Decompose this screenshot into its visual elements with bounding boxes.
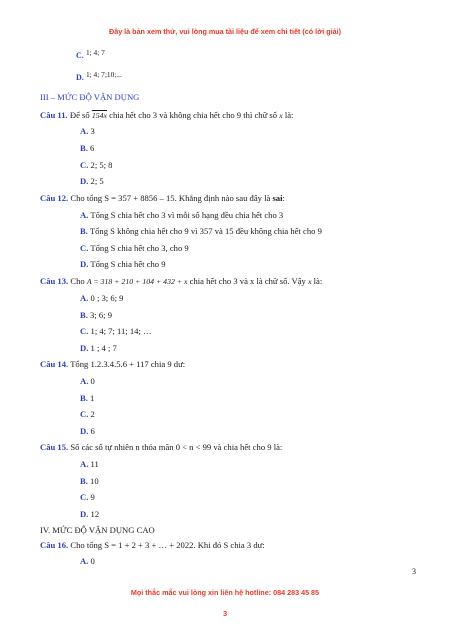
option-b <box>80 310 112 321</box>
option-b <box>80 393 94 404</box>
option-letter: A. <box>80 210 89 220</box>
question-text-bold: sai <box>272 193 283 203</box>
option-a <box>80 210 283 221</box>
option-text: 1 ; 4 ; 7 <box>90 343 117 353</box>
option-text: 9 <box>90 492 95 502</box>
option-text: 2 <box>90 409 95 419</box>
option-text: 2; 5; 8 <box>90 160 113 170</box>
option-c <box>80 243 189 254</box>
option-letter: C. <box>80 160 89 170</box>
option-letter: D. <box>80 426 89 436</box>
math-number: 154x <box>91 111 107 120</box>
option-letter: A. <box>80 459 89 469</box>
option-a <box>80 376 95 387</box>
option-c <box>80 326 152 337</box>
question-label: Câu 13. <box>40 276 69 286</box>
page-number-footer: 3 <box>222 609 228 618</box>
option-text: 0 <box>90 376 95 386</box>
question-14 <box>40 359 185 370</box>
math-variable: x <box>308 277 312 286</box>
question-text: Cho tổng S = 1 + 2 + 3 + … + 2022. Khi đó S chia 3 dư: <box>70 540 265 550</box>
option-b <box>80 143 94 154</box>
option-text: 1 <box>90 393 95 403</box>
option-text: 1; 4; 7; 11; 14; … <box>90 326 152 336</box>
option-text: 3; 6; 9 <box>90 310 113 320</box>
option-letter: A. <box>80 376 89 386</box>
option-letter: A. <box>80 556 89 566</box>
option-letter: A. <box>80 293 89 303</box>
option-d <box>80 343 117 354</box>
hotline-footer: Mọi thắc mắc vui lòng xin liên hệ hotline: 084 283 45 85 <box>130 588 320 597</box>
top-option-d <box>76 69 122 80</box>
option-letter: D. <box>80 176 89 186</box>
option-text: 11 <box>90 459 99 469</box>
option-letter: B. <box>80 476 88 486</box>
option-text: Tổng S chia hết cho 3 vì mỗi số hạng đều chia hết cho 3 <box>90 210 284 220</box>
option-text: 2; 5 <box>90 176 104 186</box>
option-letter: B. <box>80 310 88 320</box>
section-heading-3: III – MỨC ĐỘ VẬN DỤNG <box>40 92 140 102</box>
option-letter: A. <box>80 126 89 136</box>
question-label: Câu 14. <box>40 359 69 369</box>
option-letter: C. <box>80 409 89 419</box>
question-11 <box>40 110 293 121</box>
option-d <box>80 426 95 437</box>
option-a <box>80 126 95 137</box>
option-text: 10 <box>90 476 99 486</box>
option-b <box>80 226 322 237</box>
option-text: 3 <box>90 126 95 136</box>
option-letter: D. <box>80 509 89 519</box>
option-d <box>80 509 99 520</box>
math-expression: A = 318 + 210 + 104 + 432 + x <box>86 277 188 286</box>
question-text-post: là: <box>284 110 294 120</box>
option-c <box>80 492 95 503</box>
question-13 <box>40 276 322 287</box>
option-text: 1; 4; 7 <box>85 48 105 57</box>
question-text: Tổng 1.2.3.4.5.6 + 117 chia 9 dư: <box>70 359 186 369</box>
option-letter: D. <box>80 343 89 353</box>
option-letter: C. <box>80 243 89 253</box>
option-text: Tổng S không chia hết cho 9 vì 357 và 15 đều không chia hết cho 9 <box>89 226 322 236</box>
question-label: Câu 15. <box>40 442 69 452</box>
option-letter: D. <box>76 73 84 82</box>
option-text: 6 <box>90 143 95 153</box>
question-12 <box>40 193 285 204</box>
option-text: 0 <box>90 556 95 566</box>
option-letter: B. <box>80 226 88 236</box>
page-number: 3 <box>412 567 416 576</box>
math-variable: x <box>279 111 283 120</box>
question-15 <box>40 442 282 453</box>
option-letter: C. <box>80 326 89 336</box>
question-text-pre: Cho <box>70 276 85 286</box>
option-text: 12 <box>90 509 100 519</box>
option-a <box>80 293 123 304</box>
top-option-c <box>76 47 105 58</box>
question-text-pre: Để số <box>69 110 90 120</box>
option-c <box>80 160 112 171</box>
question-label: Câu 16. <box>40 540 69 550</box>
question-text-mid: chia hết cho 3 và không chia hết cho 9 thì chữ số <box>109 110 278 120</box>
option-b <box>80 476 99 487</box>
option-text: Tổng S chia hết cho 9 <box>90 259 166 269</box>
question-label: Câu 12. <box>40 193 69 203</box>
option-text: 1; 4; 7;10;... <box>85 70 122 79</box>
option-letter: C. <box>80 492 89 502</box>
question-text: Số các số tự nhiên n thỏa mãn 0 < n < 99 và chia hết cho 9 là: <box>70 442 283 452</box>
question-text-post: là: <box>313 276 323 286</box>
option-c <box>80 409 95 420</box>
option-text: Tổng S chia hết cho 3, cho 9 <box>90 243 189 253</box>
question-text-mid: chia hết cho 3 và x là chữ số. Vậy <box>189 276 306 286</box>
question-text-pre: Cho tổng S = 357 + 8856 – 15. Khẳng định nào sau đây là <box>70 193 271 203</box>
option-letter: D. <box>80 259 89 269</box>
option-letter: C. <box>76 51 84 60</box>
preview-banner: Đây là bản xem thử, vui lòng mua tài liệu để xem chi tiết (có lời giải) <box>109 27 341 36</box>
section-heading-4: IV. MỨC ĐỘ VẬN DỤNG CAO <box>40 525 155 535</box>
option-d <box>80 176 104 187</box>
option-d <box>80 259 166 270</box>
option-letter: B. <box>80 393 88 403</box>
question-label: Câu 11. <box>40 110 68 120</box>
option-a <box>80 459 99 470</box>
option-text: 6 <box>90 426 95 436</box>
option-letter: B. <box>80 143 88 153</box>
question-16 <box>40 540 265 551</box>
option-a <box>80 556 95 567</box>
option-text: 0 ; 3; 6; 9 <box>90 293 124 303</box>
question-text-post: : <box>282 193 285 203</box>
